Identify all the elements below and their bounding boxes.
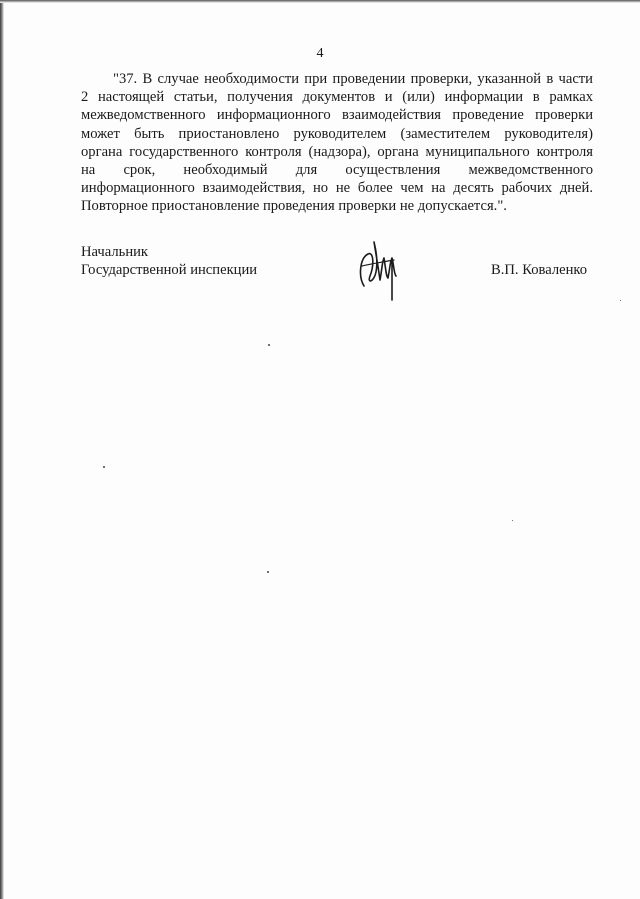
paragraph-line: на срок, необходимый для осуществления межведомственного [81, 162, 593, 179]
scan-top-edge [0, 0, 640, 3]
paragraph-line: информационного взаимодействия, но не более чем на десять рабочих дней. [81, 180, 593, 197]
signatory-position-line: Начальник [81, 244, 149, 260]
signatory-position [81, 243, 257, 279]
paragraph-line: 2 настоящей статьи, получения документов и (или) информации в рамках [81, 89, 593, 106]
signatory-position-line: Государственной инспекции [81, 262, 258, 279]
paragraph-line: "37. В случае необходимости при проведении проверки, указанной в части [113, 71, 593, 87]
scan-speck [267, 571, 269, 573]
paragraph-line: Повторное приостановление проведения проверки не допускается.". [81, 198, 507, 215]
scan-speck [103, 466, 105, 468]
handwritten-signature [352, 236, 402, 302]
scan-left-edge [0, 0, 4, 899]
amendment-paragraph [81, 70, 593, 216]
paragraph-line: межведомственного информационного взаимодействия проведение проверки [81, 107, 593, 124]
scan-speck [512, 520, 513, 521]
paragraph-line: органа государственного контроля (надзора), органа муниципального контроля [81, 143, 593, 160]
scan-speck [268, 344, 270, 346]
paragraph-line: может быть приостановлено руководителем (заместителем руководителя) [81, 125, 593, 142]
page-number: 4 [316, 46, 324, 61]
signatory-name: В.П. Коваленко [491, 262, 588, 278]
scan-speck [620, 300, 621, 301]
